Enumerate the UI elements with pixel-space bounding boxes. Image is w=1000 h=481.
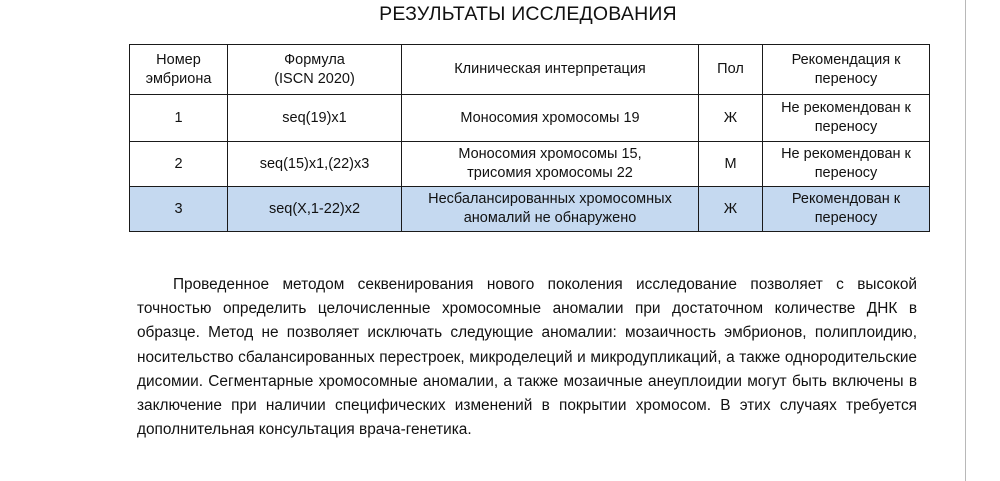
page-edge-divider <box>965 0 966 481</box>
cell-embryo-number: 1 <box>130 95 228 142</box>
header-embryo-number <box>130 45 228 95</box>
disclaimer-paragraph: Проведенное методом секвенирования нового поколения исследование позволяет с высокой точностью определить целочисленные хромосомные аномалии при достаточном количестве ДНК в образце. Метод не позволяет исключать следующие аномалии: мозаичность эмбрионов, полиплоидию, носительство сбалансированных перестроек, микроделеций и микродупликаций, а также однородительские дисомии. Сегментарные хромосомные аномалии, а также мозаичные анеуплоидии могут быть включены в заключение при наличии специфических изменений в покрытии хромосом. В этих случаях требуется дополнительная консультация врача-генетика. <box>137 276 917 439</box>
table-row <box>130 95 930 142</box>
cell-sex: М <box>699 142 763 187</box>
cell-interpretation-line-1: Моносомия хромосомы 19 <box>460 109 640 126</box>
header-sex-line-1: Пол <box>717 61 744 77</box>
cell-recommendation-line-1: Не рекомендован к <box>781 146 911 162</box>
cell-recommendation <box>763 142 930 187</box>
cell-recommendation-line-1: Не рекомендован к <box>781 100 911 116</box>
cell-recommendation <box>763 187 930 232</box>
header-formula-line-1: Формула <box>284 51 345 68</box>
cell-embryo-number: 3 <box>130 187 228 232</box>
cell-sex: Ж <box>699 95 763 142</box>
cell-embryo-number: 2 <box>130 142 228 187</box>
results-table <box>129 44 930 232</box>
cell-formula: seq(15)x1,(22)x3 <box>228 142 402 187</box>
cell-interpretation-line-1: Несбалансированных хромосомных <box>428 191 672 207</box>
cell-recommendation-line-1: Рекомендован к <box>791 191 901 207</box>
header-interpretation <box>402 45 699 95</box>
table-row-highlighted <box>130 187 930 232</box>
table-row <box>130 142 930 187</box>
cell-recommendation-line-2: переносу <box>814 210 878 226</box>
cell-interpretation <box>402 142 699 187</box>
cell-sex: Ж <box>699 187 763 232</box>
cell-interpretation <box>402 95 699 142</box>
cell-interpretation-line-2: аномалий не обнаружено <box>463 210 637 226</box>
header-interpretation-line-1: Клиническая интерпретация <box>454 61 646 77</box>
header-embryo-number-line-1: Номер <box>156 51 201 68</box>
header-formula-line-2: (ISCN 2020) <box>274 70 355 87</box>
header-embryo-number-line-2: эмбриона <box>145 70 212 87</box>
cell-interpretation-line-2: трисомия хромосомы 22 <box>467 165 633 181</box>
cell-recommendation-line-2: переносу <box>814 119 878 135</box>
cell-formula: seq(19)x1 <box>228 95 402 142</box>
cell-interpretation <box>402 187 699 232</box>
header-recommendation-line-1: Рекомендация к <box>791 51 901 68</box>
cell-recommendation <box>763 95 930 142</box>
cell-interpretation-line-1: Моносомия хромосомы 15, <box>458 146 642 162</box>
document-title: РЕЗУЛЬТАТЫ ИССЛЕДОВАНИЯ <box>379 3 677 25</box>
header-recommendation <box>763 45 930 95</box>
table-header-row <box>130 45 930 95</box>
header-sex <box>699 45 763 95</box>
cell-recommendation-line-2: переносу <box>814 165 878 181</box>
header-recommendation-line-2: переносу <box>814 70 878 87</box>
cell-formula: seq(X,1-22)x2 <box>228 187 402 232</box>
header-formula <box>228 45 402 95</box>
